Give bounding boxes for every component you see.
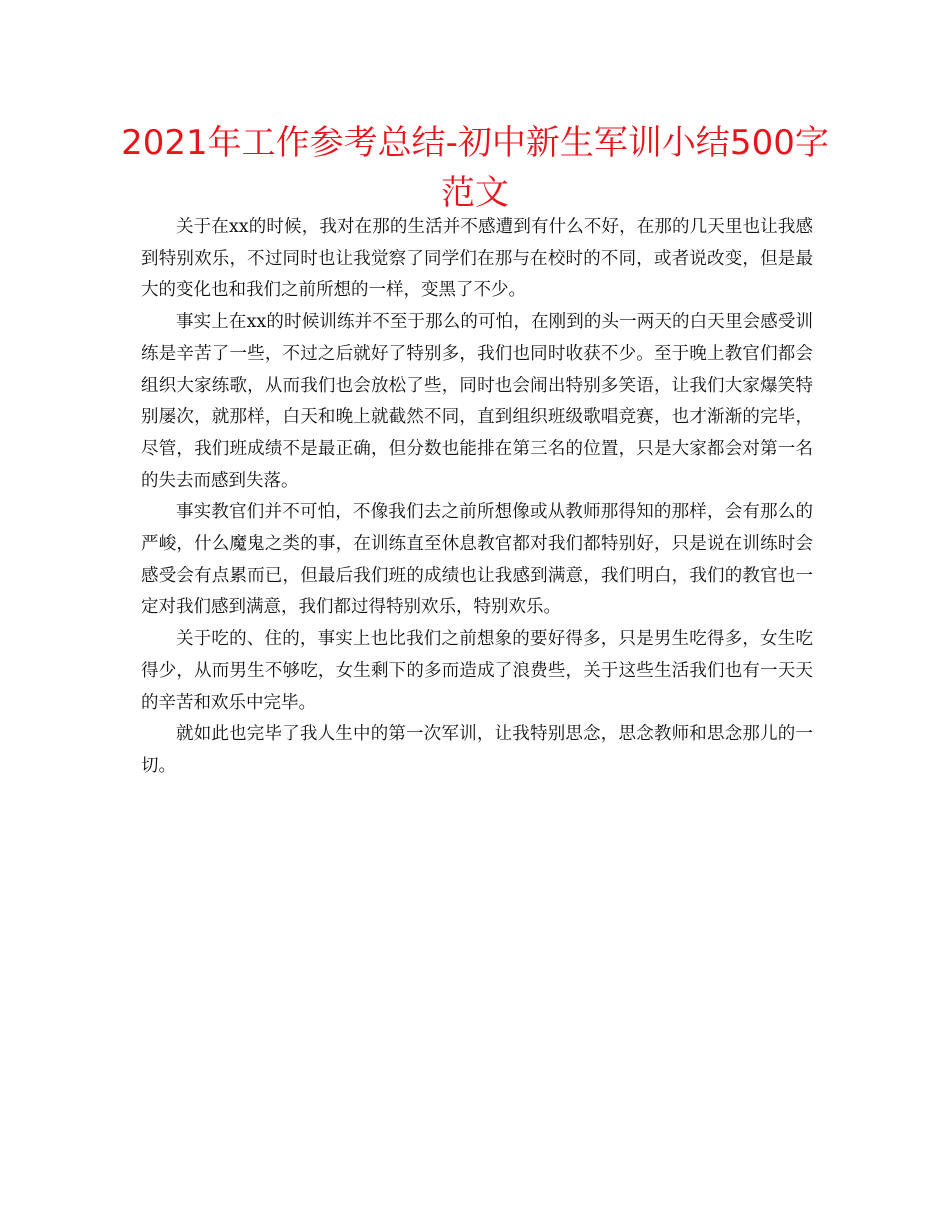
paragraph-2: 事实上在xx的时候训练并不至于那么的可怕，在刚到的头一两天的白天里会感受训练是辛苦了一些，不过之后就好了特别多，我们也同时收获不少。至于晚上教官们都会组织大家练歌，从而我们也会放松了些，同时也会闹出特别多笑语，让我们大家爆笑特别屡次，就那样，白天和晚上就截然不同，直到组织班级歌唱竞赛，也才渐渐的完毕，尽管，我们班成绩不是最正确，但分数也能排在第三名的位置，只是大家都会对第一名的失去而感到失落。 <box>141 312 813 491</box>
paragraph-3: 事实教官们并不可怕，不像我们去之前所想像或从教师那得知的那样，会有那么的严峻，什么魔鬼之类的事，在训练直至休息教官都对我们都特别好，只是说在训练时会感受会有点累而已，但最后我们班的成绩也让我感到满意，我们明白，我们的教官也一定对我们感到满意，我们都过得特别欢乐，特别欢乐。 <box>141 502 813 618</box>
document-body <box>141 212 813 783</box>
document-title: 2021年工作参考总结-初中新生军训小结500字范文 <box>121 123 829 213</box>
paragraph-5: 就如此也完毕了我人生中的第一次军训，让我特别思念，思念教师和思念那儿的一切。 <box>141 724 813 776</box>
paragraph-4: 关于吃的、住的，事实上也比我们之前想象的要好得多，只是男生吃得多，女生吃得少，从而男生不够吃，女生剩下的多而造成了浪费些，关于这些生活我们也有一天天的辛苦和欢乐中完毕。 <box>141 629 813 713</box>
paragraph-1: 关于在xx的时候，我对在那的生活并不感遭到有什么不好，在那的几天里也让我感到特别欢乐，不过同时也让我觉察了同学们在那与在校时的不同，或者说改变，但是最大的变化也和我们之前所想的一样，变黑了不少。 <box>141 217 813 301</box>
